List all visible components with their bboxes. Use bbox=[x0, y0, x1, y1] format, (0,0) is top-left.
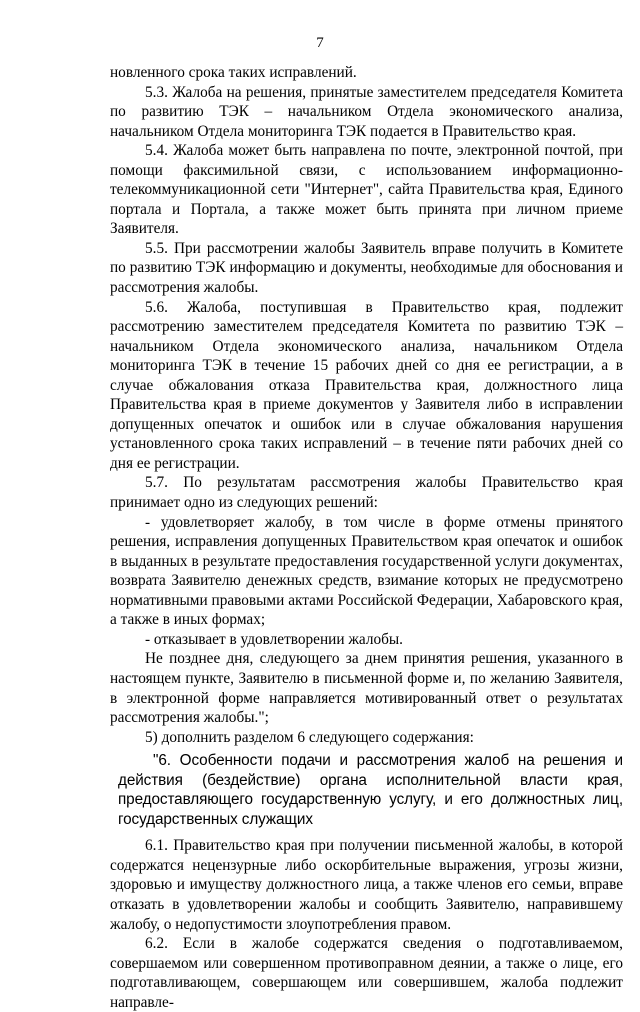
paragraph-5-4: 5.4. Жалоба может быть направлена по почте, электронной почтой, при помощи факсимильной связи, с использованием информационно-телекоммуникационной сети "Интернет", сайта Правительства края, Единого портала и Портала, а также может быть принята при личном приеме Заявителя. bbox=[110, 142, 623, 238]
paragraph-5-6: 5.6. Жалоба, поступившая в Правительство края, подлежит рассмотрению заместителем председателя Комитета по развитию ТЭК – начальником Отдела экономического анализа, начальником Отдела мониторинга ТЭК в течение 15 рабочих дней со дня ее регистрации, а в случае обжалования отказа Правительства края, должностного лица Правительства края в приеме документов у Заявителя либо в исправлении допущенных опечаток и ошибок или в случае обжалования нарушения установленного срока таких исправлений – в течение пяти рабочих дней со дня ее регистрации. bbox=[110, 298, 623, 472]
paragraph-6-1: 6.1. Правительство края при получении письменной жалобы, в которой содержатся нецензурные либо оскорбительные выражения, угрозы жизни, здоровью и имуществу должностного лица, а также членов его семьи, вправе отказать в удовлетворении жалобы и сообщить Заявителю, направившему жалобу, о недопустимости злоупотребления правом. bbox=[110, 837, 623, 933]
paragraph-continuation: новленного срока таких исправлений. bbox=[110, 64, 357, 81]
paragraph-5-3: 5.3. Жалоба на решения, принятые заместителем председателя Комитета по развитию ТЭК – начальником Отдела экономического анализа, начальником Отдела мониторинга ТЭК подается в Правительство края. bbox=[110, 83, 623, 140]
paragraph-6-2: 6.2. Если в жалобе содержатся сведения о подготавливаемом, совершаемом или совершенном противоправном деянии, а также о лице, его подготавливающем, совершающем или совершившем, жалоба подлежит направле- bbox=[110, 935, 623, 1011]
paragraph-5-7-option-a: - удовлетворяет жалобу, в том числе в форме отмены принятого решения, исправления допущенных Правительством края опечаток и ошибок в выданных в результате предоставления государственной услуги документах, возврата Заявителю денежных средств, взимание которых не предусмотрено нормативными правовыми актами Российской Федерации, Хабаровского края, а также в иных формах; bbox=[110, 513, 623, 629]
document-body bbox=[110, 63, 623, 1012]
page-number: 7 bbox=[316, 35, 324, 51]
paragraph-amendment-5: 5) дополнить разделом 6 следующего содержания: bbox=[145, 728, 474, 746]
paragraph-5-7: 5.7. По результатам рассмотрения жалобы Правительство края принимает одно из следующих решений: bbox=[110, 474, 623, 512]
section-6-title: "6. Особенности подачи и рассмотрения жалоб на решения и действия (бездействие) органа исполнительной власти края, предоставляющего государственную услугу, и его должностных лиц, государственных служащих bbox=[118, 752, 623, 828]
paragraph-5-7-response: Не позднее дня, следующего за днем принятия решения, указанного в настоящем пункте, Заявителю в письменной форме и, по желанию Заявителя, в электронной форме направляется мотивированный ответ о результатах рассмотрения жалобы."; bbox=[110, 650, 623, 727]
paragraph-5-7-option-b: - отказывает в удовлетворении жалобы. bbox=[145, 630, 404, 648]
paragraph-5-5: 5.5. При рассмотрении жалобы Заявитель вправе получить в Комитете по развитию ТЭК информацию и документы, необходимые для обоснования и рассмотрения жалобы. bbox=[110, 239, 623, 297]
